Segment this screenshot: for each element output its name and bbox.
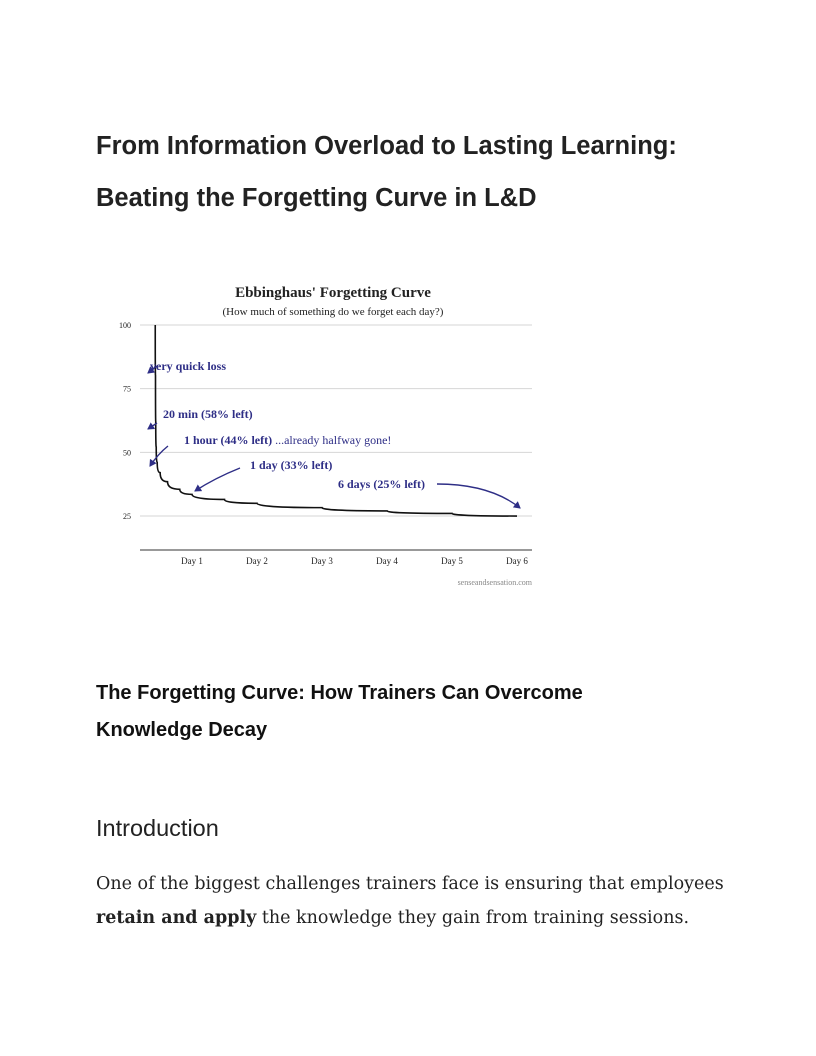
x-tick-label: Day 2 [246, 556, 268, 566]
forgetting-curve-chart [100, 280, 540, 590]
section-heading-introduction: Introduction [96, 815, 219, 841]
annotation-1-hour: 1 hour (44% left) ...already halfway gone! [184, 433, 392, 447]
chart-source: senseandsensation.com [457, 578, 532, 587]
annotation-quick-loss: very quick loss [150, 359, 227, 373]
subtitle-line-1: The Forgetting Curve: How Trainers Can Overcome [96, 682, 583, 704]
annotation-1-day: 1 day (33% left) [250, 458, 333, 472]
page-title-line-2: Beating the Forgetting Curve in L&D [96, 184, 537, 212]
emphasis-retain-apply: retain and apply [96, 908, 257, 928]
x-tick-label: Day 5 [441, 556, 463, 566]
intro-paragraph-line-1: One of the biggest challenges trainers face is ensuring that employees [96, 874, 724, 894]
annotation-20-min: 20 min (58% left) [163, 407, 253, 421]
chart-subtitle: (How much of something do we forget each day?) [222, 306, 444, 318]
arrow-6-days [437, 484, 520, 508]
annotations [148, 359, 520, 508]
y-tick-label: 25 [123, 512, 131, 522]
x-tick-label: Day 4 [376, 556, 398, 566]
x-tick-label: Day 6 [506, 556, 528, 566]
y-tick-label: 75 [123, 384, 131, 394]
page-title-line-1: From Information Overload to Lasting Learning: [96, 132, 677, 160]
y-tick-label: 100 [119, 321, 131, 330]
chart-title: Ebbinghaus' Forgetting Curve [235, 285, 431, 301]
annotation-6-days: 6 days (25% left) [338, 477, 425, 491]
intro-paragraph-line-2 [96, 908, 689, 928]
x-tick-label: Day 3 [311, 556, 333, 566]
subtitle-line-2: Knowledge Decay [96, 719, 268, 741]
y-tick-label: 50 [123, 448, 131, 458]
x-tick-label: Day 1 [181, 556, 203, 566]
intro-paragraph-line-2-text: the knowledge they gain from training sessions. [256, 908, 690, 928]
arrow-1-hour [150, 446, 168, 466]
arrow-1-day [195, 468, 240, 491]
